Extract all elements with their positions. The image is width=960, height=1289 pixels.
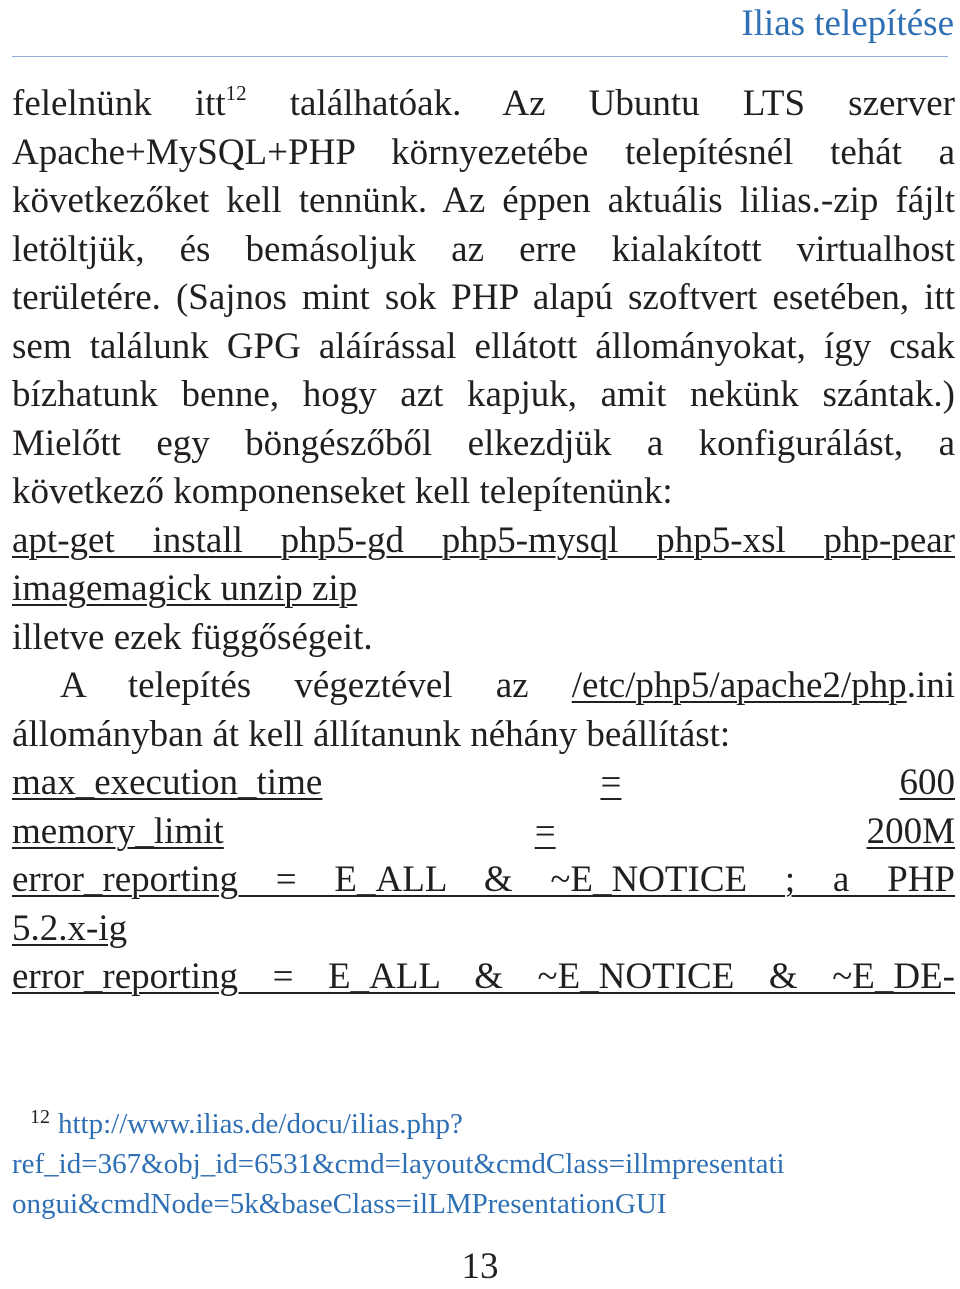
footnote-number: 12: [30, 1106, 50, 1128]
setting-memory-limit: [12, 808, 955, 857]
page-number: 13: [461, 1246, 499, 1287]
footnote: [12, 1097, 950, 1224]
error-reporting-setting-1: [12, 856, 955, 905]
footnote-url-part-1[interactable]: http://www.ilias.de/docu/ilias.php?: [58, 1108, 463, 1140]
setting-key: memory_limit: [12, 810, 224, 852]
header-divider: [12, 56, 948, 57]
setting-equals: =: [534, 810, 556, 852]
config-text-rest: .ini állományban át kell állítanunk néhány beállítást:: [12, 665, 955, 755]
error-reporting-2-line: error_reporting = E_ALL & ~E_NOTICE & ~E_DE-: [12, 956, 955, 997]
php-ini-path: /etc/php5/apache2/php: [571, 665, 907, 706]
command-line-1: [12, 517, 955, 566]
error-reporting-setting-1-cont: [12, 905, 955, 954]
command-line-2: [12, 565, 955, 614]
error-reporting-1-line-2: 5.2.x-ig: [12, 907, 128, 949]
paragraph-intro: [12, 80, 955, 517]
setting-key: max_execution_time: [12, 762, 323, 803]
page-body: [12, 80, 955, 1002]
error-reporting-setting-2: [12, 953, 955, 1002]
footnote-line-1: [12, 1097, 950, 1144]
running-header-title: Ilias telepítése: [741, 3, 954, 44]
setting-max-execution-time: [12, 759, 955, 808]
config-text-start: A telepítés végeztével az: [60, 665, 572, 706]
setting-value: 600: [899, 762, 955, 803]
setting-equals: =: [600, 762, 622, 803]
error-reporting-1-line-1: error_reporting = E_ALL & ~E_NOTICE ; a PHP: [12, 859, 955, 900]
apt-get-command: apt-get install php5-gd php5-mysql php5-xsl php-pear: [12, 519, 955, 561]
paragraph-config: [12, 662, 955, 759]
footnote-url-part-2[interactable]: ref_id=367&obj_id=6531&cmd=layout&cmdClass=illmpresentati: [12, 1148, 785, 1180]
intro-text-start: felelnünk itt: [12, 83, 226, 124]
setting-value: 200M: [866, 810, 955, 852]
apt-get-command-cont: imagemagick unzip zip: [12, 568, 358, 609]
dependencies-note: illetve ezek függőségeit.: [12, 616, 373, 658]
footnote-reference[interactable]: 12: [225, 81, 247, 105]
footnote-url-part-3[interactable]: ongui&cmdNode=5k&baseClass=ilLMPresentationGUI: [12, 1188, 667, 1220]
intro-text-rest: találhatóak. Az Ubuntu LTS szerver Apache+MySQL+PHP környezetébe telepítésnél tehát a következőket kell tennünk. Az éppen aktuális lilias.-zip fájlt letöltjük, és bemásoljuk az erre kialakított virtualhost területére. (Sajnos mint sok PHP alapú szoftvert esetében, itt sem találunk GPG aláírással ellátott állományokat, így csak bízhatunk benne, hogy azt kapjuk, amit nekünk szántak.) Mielőtt egy böngészőből elkezdjük a konfigurálást, a következő komponenseket kell telepítenünk:: [12, 83, 955, 512]
